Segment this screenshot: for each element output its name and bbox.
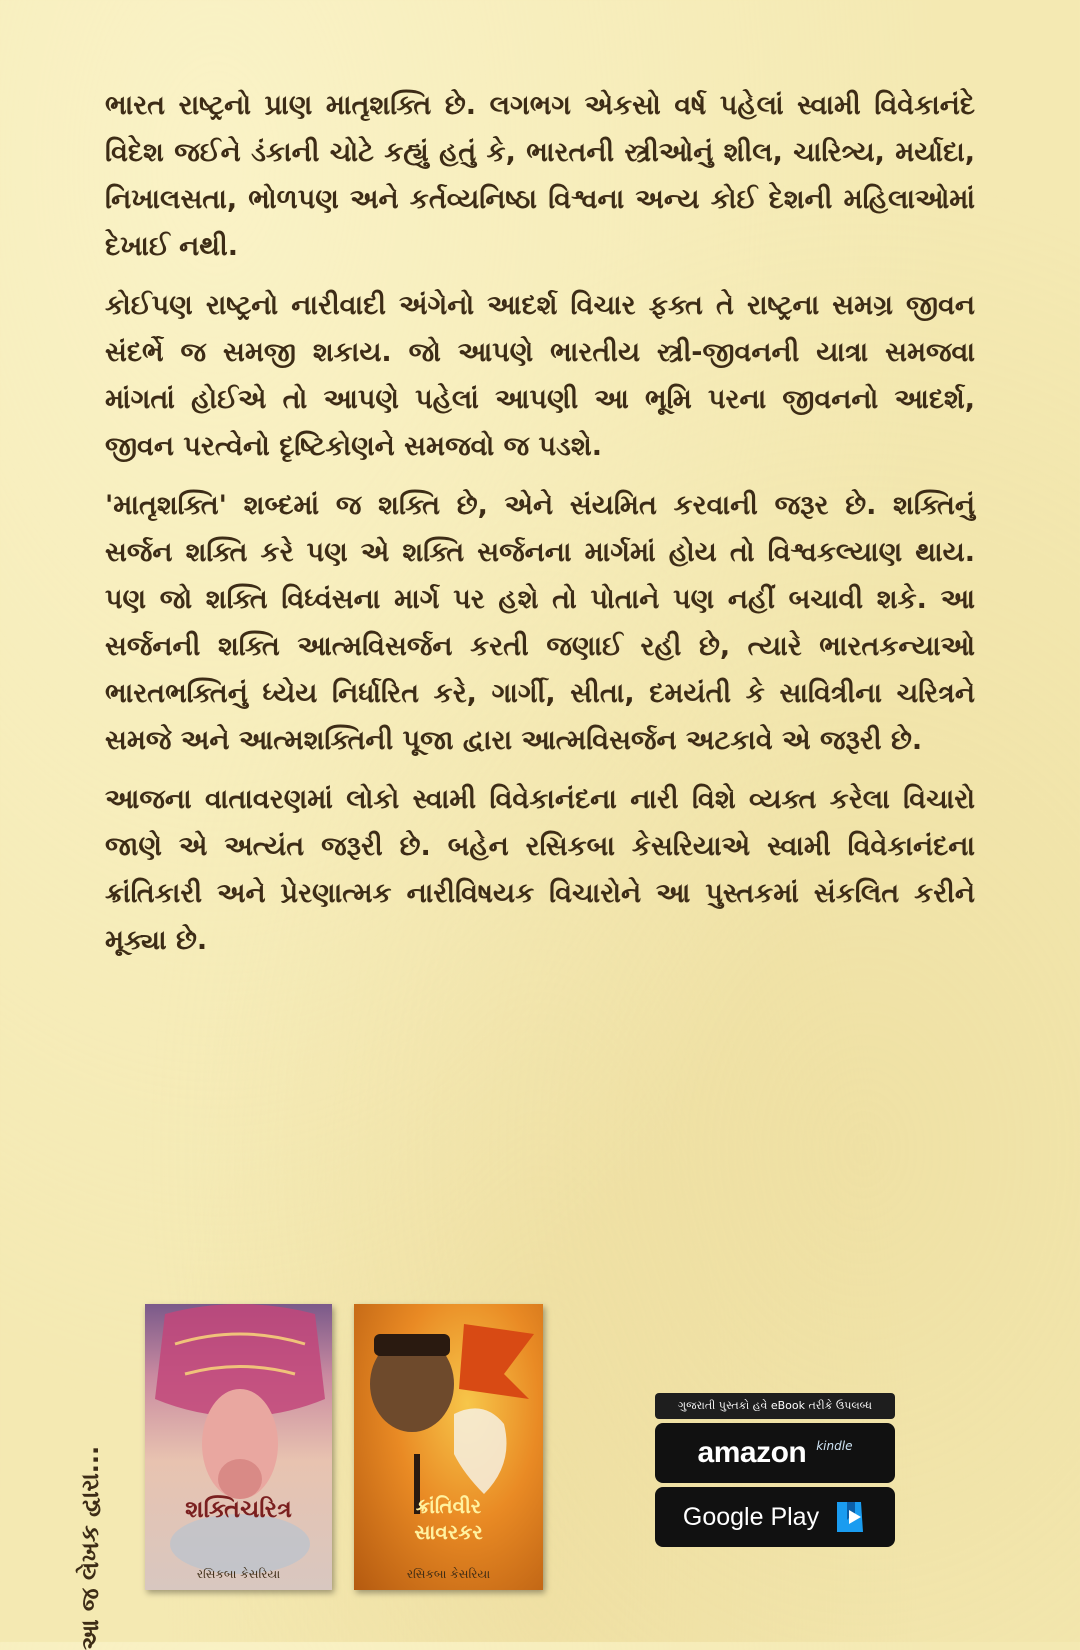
book-cover-art [354,1304,543,1590]
book-title-line2: સાવરકર [414,1520,483,1544]
google-play-books-icon [833,1498,867,1536]
book-author: રસિકબા કેસરિયા [406,1567,491,1581]
book-cover-savarkar[interactable] [354,1304,543,1590]
amazon-label: amazon [697,1436,807,1469]
book-title: શક્તિચરિત્ર [185,1494,292,1523]
book-title-line1: ક્રાંતિવીર [415,1494,482,1518]
paragraph-1: ભારત રાષ્ટ્રનો પ્રાણ માતૃશક્તિ છે. લગભગ એકસો વર્ષ પહેલાં સ્વામી વિવેકાનંદે વિદેશ જઈને ડંકાની ચોટે કહ્યું હતું કે, ભારતની સ્ત્રીઓનું શીલ, ચારિત્ર્ય, મર્યાદા, નિખાલસતા, ભોળપણ અને કર્તવ્યનિષ્ઠા વિશ્વના અન્ય કોઈ દેશની મહિલાઓમાં દેખાઈ નથી. [105,90,975,262]
description-text-block [105,82,975,976]
book-author: રસિકબા કેસરિયા [196,1567,281,1581]
kindle-label: kindle [816,1439,853,1453]
paragraph-4: આજના વાતાવરણમાં લોકો સ્વામી વિવેકાનંદના નારી વિશે વ્યક્ત કરેલા વિચારો જાણે એ અત્યંત જરૂરી છે. બહેન રસિકબા કેસરિયાએ સ્વામી વિવેકાનંદના ક્રાંતિકારી અને પ્રેરણાત્મક નારીવિષયક વિચારોને આ પુસ્તકમાં સંકલિત કરીને મૂક્યા છે. [105,784,975,956]
ebook-availability-caption: ગુજરાતી પુસ્તકો હવે eBook તરીકે ઉપલબ્ધ [655,1393,895,1419]
book-cover-art [145,1304,332,1590]
same-author-caption: આ જ લેખક દ્વારા... [76,1445,104,1650]
paragraph-2: કોઈપણ રાષ્ટ્રનો નારીવાદી અંગેનો આદર્શ વિચાર ફક્ત તે રાષ્ટ્રના સમગ્ર જીવન સંદર્ભે જ સમજી શકાય. જો આપણે ભારતીય સ્ત્રી-જીવનની યાત્રા સમજવા માંગતાં હોઈએ તો આપણે પહેલાં આપણી આ ભૂમિ પરના જીવનનો આદર્શ, જીવન પરત્વેનો દૃષ્ટિકોણને સમજવો જ પડશે. [105,290,975,462]
amazon-kindle-button[interactable] [655,1423,895,1483]
paragraph-3: 'માતૃશક્તિ' શબ્દમાં જ શક્તિ છે, એને સંયમિત કરવાની જરૂર છે. શક્તિનું સર્જન શક્તિ કરે પણ એ શક્તિ સર્જનના માર્ગમાં હોય તો વિશ્વકલ્યાણ થાય. પણ જો શક્તિ વિધ્વંસના માર્ગ પર હશે તો પોતાને પણ નહીં બચાવી શકે. આ સર્જનની શક્તિ આત્મવિસર્જન કરતી જણાઈ રહી છે, ત્યારે ભારતકન્યાઓ ભારતભક્તિનું ધ્યેય નિર્ધારિત કરે, ગાર્ગી, સીતા, દમયંતી કે સાવિત્રીના ચરિત્રને સમજે અને આત્મશક્તિની પૂજા દ્વારા આત્મવિસર્જન અટકાવે એ જરૂરી છે. [105,490,975,756]
google-play-button[interactable] [655,1487,895,1547]
book-cover-shakticharitra[interactable] [145,1304,332,1590]
google-play-label: Google Play [682,1502,820,1531]
